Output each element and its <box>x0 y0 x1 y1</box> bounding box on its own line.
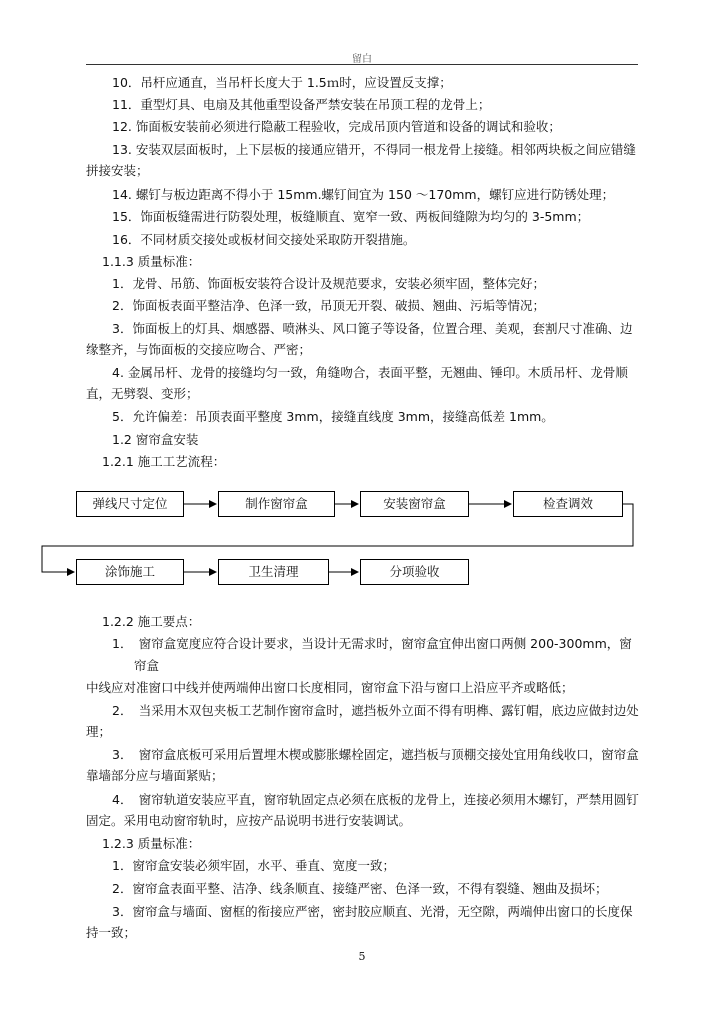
list-item: 15．饰面板缝需进行防裂处理，板缝顺直、宽窄一致、两板间缝隙为均匀的 3-5mm； <box>112 209 590 224</box>
page-header: 留白 <box>352 54 372 65</box>
list-item: 3．窗帘盒与墙面、窗框的衔接应严密，密封胶应顺直、光滑，无空隙，两端伸出窗口的长度保持一致； <box>86 904 633 940</box>
list-item: 5．允许偏差：吊顶表面平整度 3mm，接缝直线度 3mm，接缝高低差 1mm。 <box>112 409 554 424</box>
page-number: 5 <box>358 950 366 963</box>
list-item: 4. 金属吊杆、龙骨的接缝均匀一致，角缝吻合，表面平整，无翘曲、锤印。木质吊杆、龙骨顺直，无劈裂、变形； <box>86 365 628 401</box>
list-item: 13. 安装双层面板时，上下层板的接通应错开，不得同一根龙骨上接缝。相邻两块板之间应错缝拼接安装； <box>86 142 636 178</box>
list-item: 2．饰面板表面平整洁净、色泽一致，吊顶无开裂、破损、翘曲、污垢等情况； <box>112 298 545 313</box>
list-item: 3． 窗帘盒底板可采用后置埋木楔或膨胀螺栓固定，遮挡板与顶棚交接处宜用角线收口，窗帘盒靠墙部分应与墙面紧贴； <box>86 747 639 783</box>
section-heading: 1.2 窗帘盒安装 <box>112 432 199 447</box>
list-item: 16．不同材质交接处或板材间交接处采取防开裂措施。 <box>112 232 416 247</box>
list-item: 11．重型灯具、电扇及其他重型设备严禁安装在吊顶工程的龙骨上； <box>112 97 491 112</box>
list-item: 1． 窗帘盒宽度应符合设计要求，当设计无需求时，窗帘盒宜伸出窗口两侧 200-300mm，窗 <box>112 636 632 651</box>
flow-step-positioning: 弹线尺寸定位 <box>76 491 184 517</box>
list-item: 1．窗帘盒安装必须牢固，水平、垂直、宽度一致； <box>112 858 395 873</box>
list-item: 1．龙骨、吊筋、饰面板安装符合设计及规范要求，安装必须牢固，整体完好； <box>112 276 545 291</box>
list-item: 14. 螺钉与板边距离不得小于 15mm.螺钉间宜为 150 ～170mm，螺钉应进行防锈处理； <box>112 187 615 202</box>
list-item: 2． 当采用木双包夹板工艺制作窗帘盒时，遮挡板外立面不得有明榫、露钉帽，底边应做封边处理； <box>86 703 639 739</box>
list-item-continuation: 帘盒 <box>134 658 160 673</box>
section-heading: 1.1.3 质量标准： <box>102 254 201 269</box>
section-heading: 1.2.3 质量标准： <box>102 836 201 851</box>
list-item: 12. 饰面板安装前必须进行隐蔽工程验收，完成吊顶内管道和设备的调试和验收； <box>112 119 561 134</box>
flow-step-painting: 涂饰施工 <box>76 559 184 585</box>
flow-step-install-box: 安装窗帘盒 <box>360 491 469 517</box>
section-heading: 1.2.1 施工工艺流程： <box>102 454 226 469</box>
list-item: 10．吊杆应通直，当吊杆长度大于 1.5ｍ时，应设置反支撑； <box>112 75 452 90</box>
list-item: 2．窗帘盒表面平整、洁净、线条顺直、接缝严密、色泽一致，不得有裂缝、翘曲及损坏； <box>112 881 608 896</box>
list-item: 3．饰面板上的灯具、烟感器、喷淋头、风口篦子等设备，位置合理、美观，套割尺寸准确、边缘整齐，与饰面板的交接应吻合、严密； <box>86 321 633 357</box>
list-item: 4． 窗帘轨道安装应平直，窗帘轨固定点必须在底板的龙骨上，连接必须用木螺钉，严禁用圆钉固定。采用电动窗帘轨时，应按产品说明书进行安装调试。 <box>86 792 639 828</box>
section-heading: 1.2.2 施工要点： <box>102 614 201 629</box>
flow-step-inspect: 检查调效 <box>513 491 623 517</box>
flow-step-cleaning: 卫生清理 <box>218 559 329 585</box>
list-item-continuation: 中线应对准窗口中线并使两端伸出窗口长度相同，窗帘盒下沿与窗口上沿应平齐或略低； <box>86 680 574 695</box>
flow-step-make-box: 制作窗帘盒 <box>218 491 335 517</box>
flow-step-acceptance: 分项验收 <box>360 559 469 585</box>
